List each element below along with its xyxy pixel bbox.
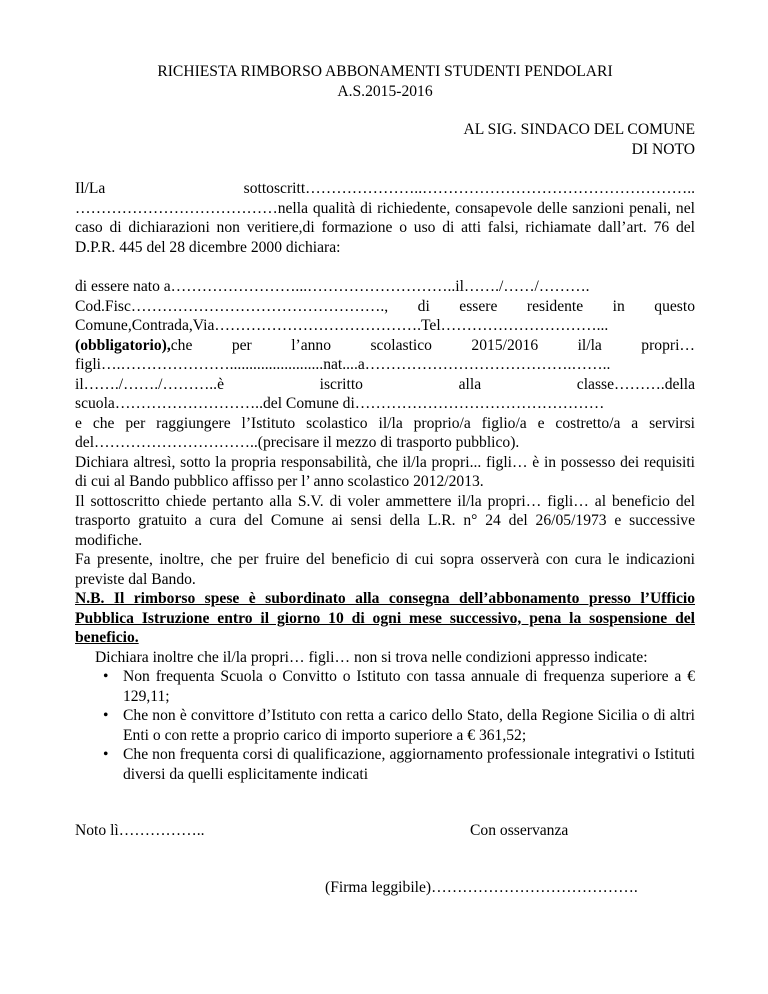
fiscal-code-line: Cod.Fisc…………………………………………., di essere residente in questo [75, 297, 695, 315]
observe-paragraph: Fa presente, inoltre, che per fruire del beneficio di cui sopra osserverà con cura le indicazioni previste dal Bando. [75, 551, 695, 588]
addressee-town: DI NOTO [631, 140, 695, 158]
signatory-line: Il/La sottoscritt…………………..…………………………………………….. [75, 180, 695, 197]
conditions-intro: Dichiara inoltre che il/la propri… figli… non si trova nelle condizioni appresso indicate: [95, 648, 648, 666]
school-line: scuola………………………..del Comune di………………………………………… [75, 395, 605, 412]
condition-item [103, 667, 695, 706]
requirements-paragraph: Dichiara altresì, sotto la propria responsabilità, che il/la propri... figli… è in possesso dei requisiti di cui al Bando pubblico affisso per l’ anno scolastico 2012/2013. [75, 453, 695, 490]
children-line: figli….…………………........................nat....a………………………………….…….. [75, 356, 611, 373]
bullet-icon: • [103, 707, 109, 724]
school-year-line: che per l’anno scolastico 2015/2016 il/la propri… [170, 336, 695, 354]
addressee-line: AL SIG. SINDACO DEL COMUNE [463, 121, 695, 138]
declaration-form [75, 277, 695, 784]
footer-row [75, 821, 695, 841]
condition-text: Che non frequenta corsi di qualificazione, aggiornamento professionale integrativi o Istituti diversi da quelli esplicitamente indicati [123, 746, 695, 783]
condition-text: Non frequenta Scuola o Convitto o Istituto con tassa annuale di frequenza superiore a € 129,11; [123, 668, 695, 705]
enrolled-line: il……./……./………..è iscritto alla classe……….della [75, 375, 695, 393]
obligatory-line [75, 336, 695, 356]
condition-item [103, 745, 695, 784]
signature-field: (Firma leggibile)…………………………………. [325, 879, 638, 896]
intro-text: …………………………………nella qualità di richiedente, consapevole delle sanzioni penali, nel caso di dichiarazioni non veritiere,di formazione o uso di atti falsi, richiamate dall’art. 76 del D.P.R. 445 del 28 dicembre 2000 dichiara: [75, 199, 695, 256]
bullet-icon: • [103, 746, 109, 763]
place-date-field: Noto lì…………….. [75, 822, 205, 839]
document-title: RICHIESTA RIMBORSO ABBONAMENTI STUDENTI PENDOLARI [157, 63, 613, 80]
document-page [75, 62, 695, 898]
intro-paragraph [75, 179, 695, 257]
nb-notice: N.B. Il rimborso spese è subordinato alla consegna dell’abbonamento presso l’Ufficio Pubblica Istruzione entro il giorno 10 di ogni mese successivo, pena la sospensione del beneficio. [75, 590, 695, 646]
condition-item [103, 706, 695, 745]
address-line: Comune,Contrada,Via………………………………….Tel…………………………... [75, 317, 609, 334]
addressee-block [75, 120, 695, 159]
school-year: A.S.2015-2016 [337, 82, 433, 100]
condition-text: Che non è convittore d’Istituto con retta a carico dello Stato, della Regione Sicilia o di altri Enti o con rette a proprio carico di importo superiore a € 361,52; [123, 707, 695, 744]
conditions-list [75, 667, 695, 784]
transport-paragraph: e che per raggiungere l’Istituto scolastico il/la proprio/a figlio/a e costretto/a a servirsi del…………………………..(precisare il mezzo di trasporto pubblico). [75, 414, 695, 451]
birth-field-line: di essere nato a……………………...………………………..il……./……/………. [75, 278, 590, 295]
bullet-icon: • [103, 668, 109, 685]
closing-regards: Con osservanza [470, 822, 569, 839]
request-paragraph: Il sottoscritto chiede pertanto alla S.V. di voler ammettere il/la propri… figli… al beneficio del trasporto gratuito a cura del Comune ai sensi della L.R. n° 24 del 26/05/1973 e successive modifiche. [75, 492, 695, 549]
obligatory-label: (obbligatorio), [75, 336, 171, 354]
